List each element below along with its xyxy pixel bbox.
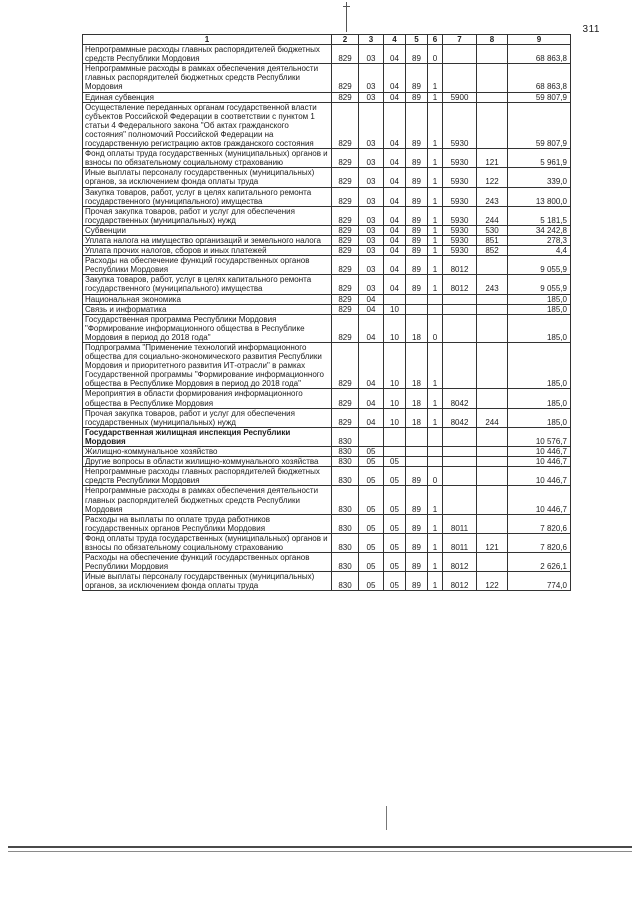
subsection-cell: 04 bbox=[384, 92, 406, 102]
table-row bbox=[83, 457, 571, 467]
subsection-cell: 05 bbox=[384, 467, 406, 486]
program-cell: 89 bbox=[406, 246, 428, 256]
table-row bbox=[83, 256, 571, 275]
section-cell: 05 bbox=[359, 533, 384, 552]
table-row bbox=[83, 389, 571, 408]
section-cell: 04 bbox=[359, 294, 384, 304]
header-cell: 4 bbox=[384, 35, 406, 45]
section-cell: 03 bbox=[359, 64, 384, 92]
program-cell: 89 bbox=[406, 45, 428, 64]
subprogram-cell: 1 bbox=[428, 246, 443, 256]
header-cell: 9 bbox=[508, 35, 571, 45]
expense-type-cell: 244 bbox=[477, 408, 508, 427]
amount-cell: 10 446,7 bbox=[508, 467, 571, 486]
amount-cell: 185,0 bbox=[508, 343, 571, 389]
amount-cell: 10 446,7 bbox=[508, 447, 571, 457]
subsection-cell: 10 bbox=[384, 304, 406, 314]
section-cell: 05 bbox=[359, 514, 384, 533]
code-cell: 829 bbox=[332, 314, 359, 342]
table-row bbox=[83, 246, 571, 256]
subsection-cell: 04 bbox=[384, 256, 406, 275]
section-cell: 04 bbox=[359, 304, 384, 314]
expense-type-cell: 852 bbox=[477, 246, 508, 256]
subprogram-cell: 1 bbox=[428, 572, 443, 591]
section-cell: 05 bbox=[359, 457, 384, 467]
expense-type-cell: 122 bbox=[477, 572, 508, 591]
subsection-cell: 04 bbox=[384, 149, 406, 168]
row-name-cell: Государственная жилищная инспекция Республики Мордовия bbox=[83, 427, 332, 446]
subsection-cell: 05 bbox=[384, 514, 406, 533]
program-cell: 89 bbox=[406, 206, 428, 225]
program-cell: 89 bbox=[406, 102, 428, 148]
subsection-cell: 04 bbox=[384, 64, 406, 92]
header-cell: 3 bbox=[359, 35, 384, 45]
table-row bbox=[83, 275, 571, 294]
expense-type-cell bbox=[477, 256, 508, 275]
target-article-cell: 5930 bbox=[443, 206, 477, 225]
row-name-cell: Подпрограмма "Применение технологий информационного общества для социально-экономического развития Республики Мордовия и приоритетного развития ИТ-отрасли" в рамках Государственной программы "Формирование информационного общества в Республике Мордовия в период до 2018 года" bbox=[83, 343, 332, 389]
expense-type-cell bbox=[477, 304, 508, 314]
table-row bbox=[83, 294, 571, 304]
subprogram-cell: 1 bbox=[428, 206, 443, 225]
code-cell: 829 bbox=[332, 45, 359, 64]
row-name-cell: Прочая закупка товаров, работ и услуг для обеспечения государственных (муниципальных) нужд bbox=[83, 408, 332, 427]
code-cell: 829 bbox=[332, 187, 359, 206]
section-cell: 03 bbox=[359, 235, 384, 245]
amount-cell: 10 576,7 bbox=[508, 427, 571, 446]
section-cell: 05 bbox=[359, 447, 384, 457]
subsection-cell: 10 bbox=[384, 389, 406, 408]
subsection-cell: 10 bbox=[384, 314, 406, 342]
row-name-cell: Иные выплаты персоналу государственных (муниципальных) органов, за исключением фонда оплаты труда bbox=[83, 168, 332, 187]
row-name-cell: Закупка товаров, работ, услуг в целях капитального ремонта государственного (муниципального) имущества bbox=[83, 275, 332, 294]
section-cell: 03 bbox=[359, 275, 384, 294]
expense-type-cell bbox=[477, 314, 508, 342]
target-article-cell bbox=[443, 447, 477, 457]
header-cell: 8 bbox=[477, 35, 508, 45]
program-cell: 89 bbox=[406, 275, 428, 294]
section-cell: 05 bbox=[359, 553, 384, 572]
table-row bbox=[83, 187, 571, 206]
table-row bbox=[83, 92, 571, 102]
section-cell: 03 bbox=[359, 225, 384, 235]
row-name-cell: Уплата налога на имущество организаций и земельного налога bbox=[83, 235, 332, 245]
header-cell: 6 bbox=[428, 35, 443, 45]
table-row bbox=[83, 168, 571, 187]
code-cell: 829 bbox=[332, 343, 359, 389]
subsection-cell: 04 bbox=[384, 168, 406, 187]
target-article-cell: 8042 bbox=[443, 408, 477, 427]
program-cell: 89 bbox=[406, 149, 428, 168]
subprogram-cell: 1 bbox=[428, 64, 443, 92]
amount-cell: 185,0 bbox=[508, 304, 571, 314]
header-cell: 7 bbox=[443, 35, 477, 45]
amount-cell: 5 961,9 bbox=[508, 149, 571, 168]
target-article-cell: 5930 bbox=[443, 102, 477, 148]
target-article-cell bbox=[443, 64, 477, 92]
target-article-cell: 8012 bbox=[443, 275, 477, 294]
header-cell: 2 bbox=[332, 35, 359, 45]
program-cell bbox=[406, 447, 428, 457]
code-cell: 830 bbox=[332, 457, 359, 467]
table-row bbox=[83, 235, 571, 245]
subprogram-cell: 1 bbox=[428, 514, 443, 533]
target-article-cell: 8042 bbox=[443, 389, 477, 408]
row-name-cell: Закупка товаров, работ, услуг в целях капитального ремонта государственного (муниципального) имущества bbox=[83, 187, 332, 206]
target-article-cell bbox=[443, 45, 477, 64]
subsection-cell: 05 bbox=[384, 533, 406, 552]
amount-cell: 7 820,6 bbox=[508, 533, 571, 552]
target-article-cell: 8012 bbox=[443, 572, 477, 591]
subsection-cell bbox=[384, 294, 406, 304]
amount-cell: 278,3 bbox=[508, 235, 571, 245]
subprogram-cell: 1 bbox=[428, 553, 443, 572]
table-row bbox=[83, 447, 571, 457]
target-article-cell bbox=[443, 457, 477, 467]
code-cell: 829 bbox=[332, 206, 359, 225]
row-name-cell: Субвенции bbox=[83, 225, 332, 235]
expense-type-cell: 121 bbox=[477, 149, 508, 168]
expense-type-cell bbox=[477, 447, 508, 457]
row-name-cell: Фонд оплаты труда государственных (муниципальных) органов и взносы по обязательному социальному страхованию bbox=[83, 533, 332, 552]
program-cell bbox=[406, 294, 428, 304]
code-cell: 830 bbox=[332, 486, 359, 514]
binding-mark-top bbox=[346, 2, 347, 32]
target-article-cell bbox=[443, 294, 477, 304]
table-row bbox=[83, 486, 571, 514]
section-cell: 04 bbox=[359, 389, 384, 408]
expense-type-cell: 851 bbox=[477, 235, 508, 245]
amount-cell: 185,0 bbox=[508, 314, 571, 342]
expense-type-cell bbox=[477, 92, 508, 102]
table-row bbox=[83, 514, 571, 533]
target-article-cell bbox=[443, 314, 477, 342]
section-cell: 04 bbox=[359, 314, 384, 342]
code-cell: 829 bbox=[332, 304, 359, 314]
section-cell: 03 bbox=[359, 246, 384, 256]
expense-type-cell bbox=[477, 102, 508, 148]
expense-type-cell bbox=[477, 467, 508, 486]
section-cell: 05 bbox=[359, 467, 384, 486]
program-cell: 89 bbox=[406, 486, 428, 514]
row-name-cell: Непрограммные расходы в рамках обеспечения деятельности главных распорядителей бюджетных средств Республики Мордовия bbox=[83, 64, 332, 92]
table-header-row bbox=[83, 35, 571, 45]
program-cell: 89 bbox=[406, 168, 428, 187]
subprogram-cell: 0 bbox=[428, 467, 443, 486]
row-name-cell: Уплата прочих налогов, сборов и иных платежей bbox=[83, 246, 332, 256]
subsection-cell: 04 bbox=[384, 206, 406, 225]
section-cell: 03 bbox=[359, 187, 384, 206]
target-article-cell bbox=[443, 467, 477, 486]
amount-cell: 339,0 bbox=[508, 168, 571, 187]
row-name-cell: Непрограммные расходы главных распорядителей бюджетных средств Республики Мордовия bbox=[83, 45, 332, 64]
program-cell: 89 bbox=[406, 187, 428, 206]
program-cell: 89 bbox=[406, 553, 428, 572]
table-row bbox=[83, 206, 571, 225]
scan-edge-line bbox=[8, 846, 632, 848]
program-cell: 89 bbox=[406, 92, 428, 102]
code-cell: 829 bbox=[332, 294, 359, 304]
amount-cell: 774,0 bbox=[508, 572, 571, 591]
target-article-cell: 5930 bbox=[443, 225, 477, 235]
table-row bbox=[83, 427, 571, 446]
section-cell: 05 bbox=[359, 572, 384, 591]
subprogram-cell bbox=[428, 447, 443, 457]
table-row bbox=[83, 467, 571, 486]
subsection-cell: 04 bbox=[384, 45, 406, 64]
subprogram-cell: 1 bbox=[428, 225, 443, 235]
table-row bbox=[83, 572, 571, 591]
expense-type-cell bbox=[477, 64, 508, 92]
table-row bbox=[83, 343, 571, 389]
code-cell: 829 bbox=[332, 235, 359, 245]
subprogram-cell: 1 bbox=[428, 408, 443, 427]
program-cell: 89 bbox=[406, 235, 428, 245]
amount-cell: 13 800,0 bbox=[508, 187, 571, 206]
amount-cell: 10 446,7 bbox=[508, 457, 571, 467]
subsection-cell: 04 bbox=[384, 235, 406, 245]
amount-cell: 7 820,6 bbox=[508, 514, 571, 533]
table-row bbox=[83, 149, 571, 168]
code-cell: 829 bbox=[332, 256, 359, 275]
subsection-cell: 04 bbox=[384, 246, 406, 256]
expense-type-cell bbox=[477, 343, 508, 389]
table-row bbox=[83, 225, 571, 235]
subprogram-cell: 1 bbox=[428, 389, 443, 408]
subsection-cell: 05 bbox=[384, 486, 406, 514]
subsection-cell: 05 bbox=[384, 457, 406, 467]
subprogram-cell bbox=[428, 294, 443, 304]
scan-edge-line bbox=[8, 851, 632, 852]
code-cell: 829 bbox=[332, 246, 359, 256]
row-name-cell: Мероприятия в области формирования информационного общества в Республике Мордовия bbox=[83, 389, 332, 408]
target-article-cell: 5930 bbox=[443, 235, 477, 245]
subsection-cell: 04 bbox=[384, 275, 406, 294]
expense-type-cell bbox=[477, 486, 508, 514]
binding-mark-bottom bbox=[386, 806, 387, 830]
row-name-cell: Расходы на выплаты по оплате труда работников государственных органов Республики Мордовия bbox=[83, 514, 332, 533]
expense-type-cell: 530 bbox=[477, 225, 508, 235]
code-cell: 829 bbox=[332, 149, 359, 168]
amount-cell: 185,0 bbox=[508, 294, 571, 304]
header-cell: 1 bbox=[83, 35, 332, 45]
amount-cell: 2 626,1 bbox=[508, 553, 571, 572]
table-row bbox=[83, 45, 571, 64]
subprogram-cell: 1 bbox=[428, 168, 443, 187]
amount-cell: 10 446,7 bbox=[508, 486, 571, 514]
subprogram-cell: 1 bbox=[428, 275, 443, 294]
expense-type-cell bbox=[477, 294, 508, 304]
target-article-cell bbox=[443, 486, 477, 514]
section-cell bbox=[359, 427, 384, 446]
section-cell: 04 bbox=[359, 343, 384, 389]
amount-cell: 5 181,5 bbox=[508, 206, 571, 225]
row-name-cell: Непрограммные расходы в рамках обеспечения деятельности главных распорядителей бюджетных средств Республики Мордовия bbox=[83, 486, 332, 514]
code-cell: 829 bbox=[332, 408, 359, 427]
code-cell: 829 bbox=[332, 92, 359, 102]
code-cell: 829 bbox=[332, 225, 359, 235]
subprogram-cell bbox=[428, 427, 443, 446]
row-name-cell: Государственная программа Республики Мордовия "Формирование информационного общества в Республике Мордовия в период до 2018 года" bbox=[83, 314, 332, 342]
target-article-cell: 5930 bbox=[443, 246, 477, 256]
section-cell: 03 bbox=[359, 102, 384, 148]
target-article-cell: 5930 bbox=[443, 168, 477, 187]
table-body bbox=[83, 45, 571, 591]
code-cell: 830 bbox=[332, 514, 359, 533]
expense-type-cell bbox=[477, 389, 508, 408]
program-cell bbox=[406, 304, 428, 314]
subsection-cell: 04 bbox=[384, 187, 406, 206]
expense-type-cell: 244 bbox=[477, 206, 508, 225]
program-cell: 18 bbox=[406, 314, 428, 342]
expense-type-cell bbox=[477, 427, 508, 446]
target-article-cell: 5930 bbox=[443, 149, 477, 168]
program-cell: 89 bbox=[406, 514, 428, 533]
table-row bbox=[83, 64, 571, 92]
expense-type-cell: 243 bbox=[477, 187, 508, 206]
amount-cell: 59 807,9 bbox=[508, 102, 571, 148]
program-cell: 89 bbox=[406, 225, 428, 235]
code-cell: 830 bbox=[332, 572, 359, 591]
subsection-cell: 05 bbox=[384, 572, 406, 591]
code-cell: 830 bbox=[332, 553, 359, 572]
program-cell: 89 bbox=[406, 64, 428, 92]
program-cell: 18 bbox=[406, 343, 428, 389]
program-cell bbox=[406, 427, 428, 446]
target-article-cell bbox=[443, 343, 477, 389]
subprogram-cell: 1 bbox=[428, 486, 443, 514]
amount-cell: 68 863,8 bbox=[508, 45, 571, 64]
code-cell: 830 bbox=[332, 467, 359, 486]
table-row bbox=[83, 304, 571, 314]
subsection-cell: 04 bbox=[384, 225, 406, 235]
program-cell: 89 bbox=[406, 467, 428, 486]
row-name-cell: Осуществление переданных органам государственной власти субъектов Российской Федерации в соответствии с пунктом 1 статьи 4 Федерального закона "Об актах гражданского состояния" полномочий Российской Федерации на государственную регистрацию актов гражданского состояния bbox=[83, 102, 332, 148]
subprogram-cell bbox=[428, 457, 443, 467]
program-cell: 89 bbox=[406, 572, 428, 591]
subsection-cell: 10 bbox=[384, 343, 406, 389]
expense-type-cell bbox=[477, 553, 508, 572]
amount-cell: 185,0 bbox=[508, 408, 571, 427]
code-cell: 830 bbox=[332, 427, 359, 446]
subprogram-cell: 1 bbox=[428, 149, 443, 168]
row-name-cell: Расходы на обеспечение функций государственных органов Республики Мордовия bbox=[83, 256, 332, 275]
code-cell: 829 bbox=[332, 389, 359, 408]
table-row bbox=[83, 533, 571, 552]
target-article-cell bbox=[443, 304, 477, 314]
program-cell bbox=[406, 457, 428, 467]
table-row bbox=[83, 102, 571, 148]
budget-table bbox=[82, 34, 571, 591]
target-article-cell: 5900 bbox=[443, 92, 477, 102]
row-name-cell: Связь и информатика bbox=[83, 304, 332, 314]
expense-type-cell bbox=[477, 514, 508, 533]
table-row bbox=[83, 408, 571, 427]
amount-cell: 34 242,8 bbox=[508, 225, 571, 235]
program-cell: 18 bbox=[406, 408, 428, 427]
section-cell: 03 bbox=[359, 206, 384, 225]
program-cell: 89 bbox=[406, 256, 428, 275]
section-cell: 03 bbox=[359, 256, 384, 275]
code-cell: 829 bbox=[332, 275, 359, 294]
code-cell: 829 bbox=[332, 168, 359, 187]
row-name-cell: Иные выплаты персоналу государственных (муниципальных) органов, за исключением фонда оплаты труда bbox=[83, 572, 332, 591]
target-article-cell: 8012 bbox=[443, 553, 477, 572]
section-cell: 04 bbox=[359, 408, 384, 427]
subsection-cell: 05 bbox=[384, 553, 406, 572]
table-row bbox=[83, 314, 571, 342]
subprogram-cell: 0 bbox=[428, 314, 443, 342]
row-name-cell: Жилищно-коммунальное хозяйство bbox=[83, 447, 332, 457]
subsection-cell: 04 bbox=[384, 102, 406, 148]
section-cell: 03 bbox=[359, 45, 384, 64]
section-cell: 03 bbox=[359, 149, 384, 168]
row-name-cell: Другие вопросы в области жилищно-коммунального хозяйства bbox=[83, 457, 332, 467]
row-name-cell: Расходы на обеспечение функций государственных органов Республики Мордовия bbox=[83, 553, 332, 572]
subprogram-cell bbox=[428, 304, 443, 314]
target-article-cell: 8012 bbox=[443, 256, 477, 275]
amount-cell: 9 055,9 bbox=[508, 275, 571, 294]
amount-cell: 4,4 bbox=[508, 246, 571, 256]
row-name-cell: Единая субвенция bbox=[83, 92, 332, 102]
subsection-cell bbox=[384, 427, 406, 446]
subsection-cell: 10 bbox=[384, 408, 406, 427]
header-cell: 5 bbox=[406, 35, 428, 45]
subprogram-cell: 1 bbox=[428, 533, 443, 552]
code-cell: 830 bbox=[332, 533, 359, 552]
subprogram-cell: 1 bbox=[428, 102, 443, 148]
section-cell: 03 bbox=[359, 168, 384, 187]
code-cell: 829 bbox=[332, 102, 359, 148]
subprogram-cell: 1 bbox=[428, 187, 443, 206]
subprogram-cell: 0 bbox=[428, 45, 443, 64]
expense-type-cell: 122 bbox=[477, 168, 508, 187]
subprogram-cell: 1 bbox=[428, 343, 443, 389]
subprogram-cell: 1 bbox=[428, 92, 443, 102]
subprogram-cell: 1 bbox=[428, 256, 443, 275]
expense-type-cell bbox=[477, 45, 508, 64]
target-article-cell: 8011 bbox=[443, 514, 477, 533]
expense-type-cell: 121 bbox=[477, 533, 508, 552]
table-row bbox=[83, 553, 571, 572]
subsection-cell bbox=[384, 447, 406, 457]
amount-cell: 9 055,9 bbox=[508, 256, 571, 275]
target-article-cell bbox=[443, 427, 477, 446]
code-cell: 829 bbox=[332, 64, 359, 92]
code-cell: 830 bbox=[332, 447, 359, 457]
target-article-cell: 8011 bbox=[443, 533, 477, 552]
subprogram-cell: 1 bbox=[428, 235, 443, 245]
section-cell: 05 bbox=[359, 486, 384, 514]
amount-cell: 59 807,9 bbox=[508, 92, 571, 102]
expense-type-cell bbox=[477, 457, 508, 467]
section-cell: 03 bbox=[359, 92, 384, 102]
page-number: 311 bbox=[582, 24, 600, 35]
program-cell: 89 bbox=[406, 533, 428, 552]
program-cell: 18 bbox=[406, 389, 428, 408]
row-name-cell: Национальная экономика bbox=[83, 294, 332, 304]
row-name-cell: Фонд оплаты труда государственных (муниципальных) органов и взносы по обязательному социальному страхованию bbox=[83, 149, 332, 168]
expense-type-cell: 243 bbox=[477, 275, 508, 294]
row-name-cell: Прочая закупка товаров, работ и услуг для обеспечения государственных (муниципальных) нужд bbox=[83, 206, 332, 225]
amount-cell: 68 863,8 bbox=[508, 64, 571, 92]
target-article-cell: 5930 bbox=[443, 187, 477, 206]
amount-cell: 185,0 bbox=[508, 389, 571, 408]
row-name-cell: Непрограммные расходы главных распорядителей бюджетных средств Республики Мордовия bbox=[83, 467, 332, 486]
